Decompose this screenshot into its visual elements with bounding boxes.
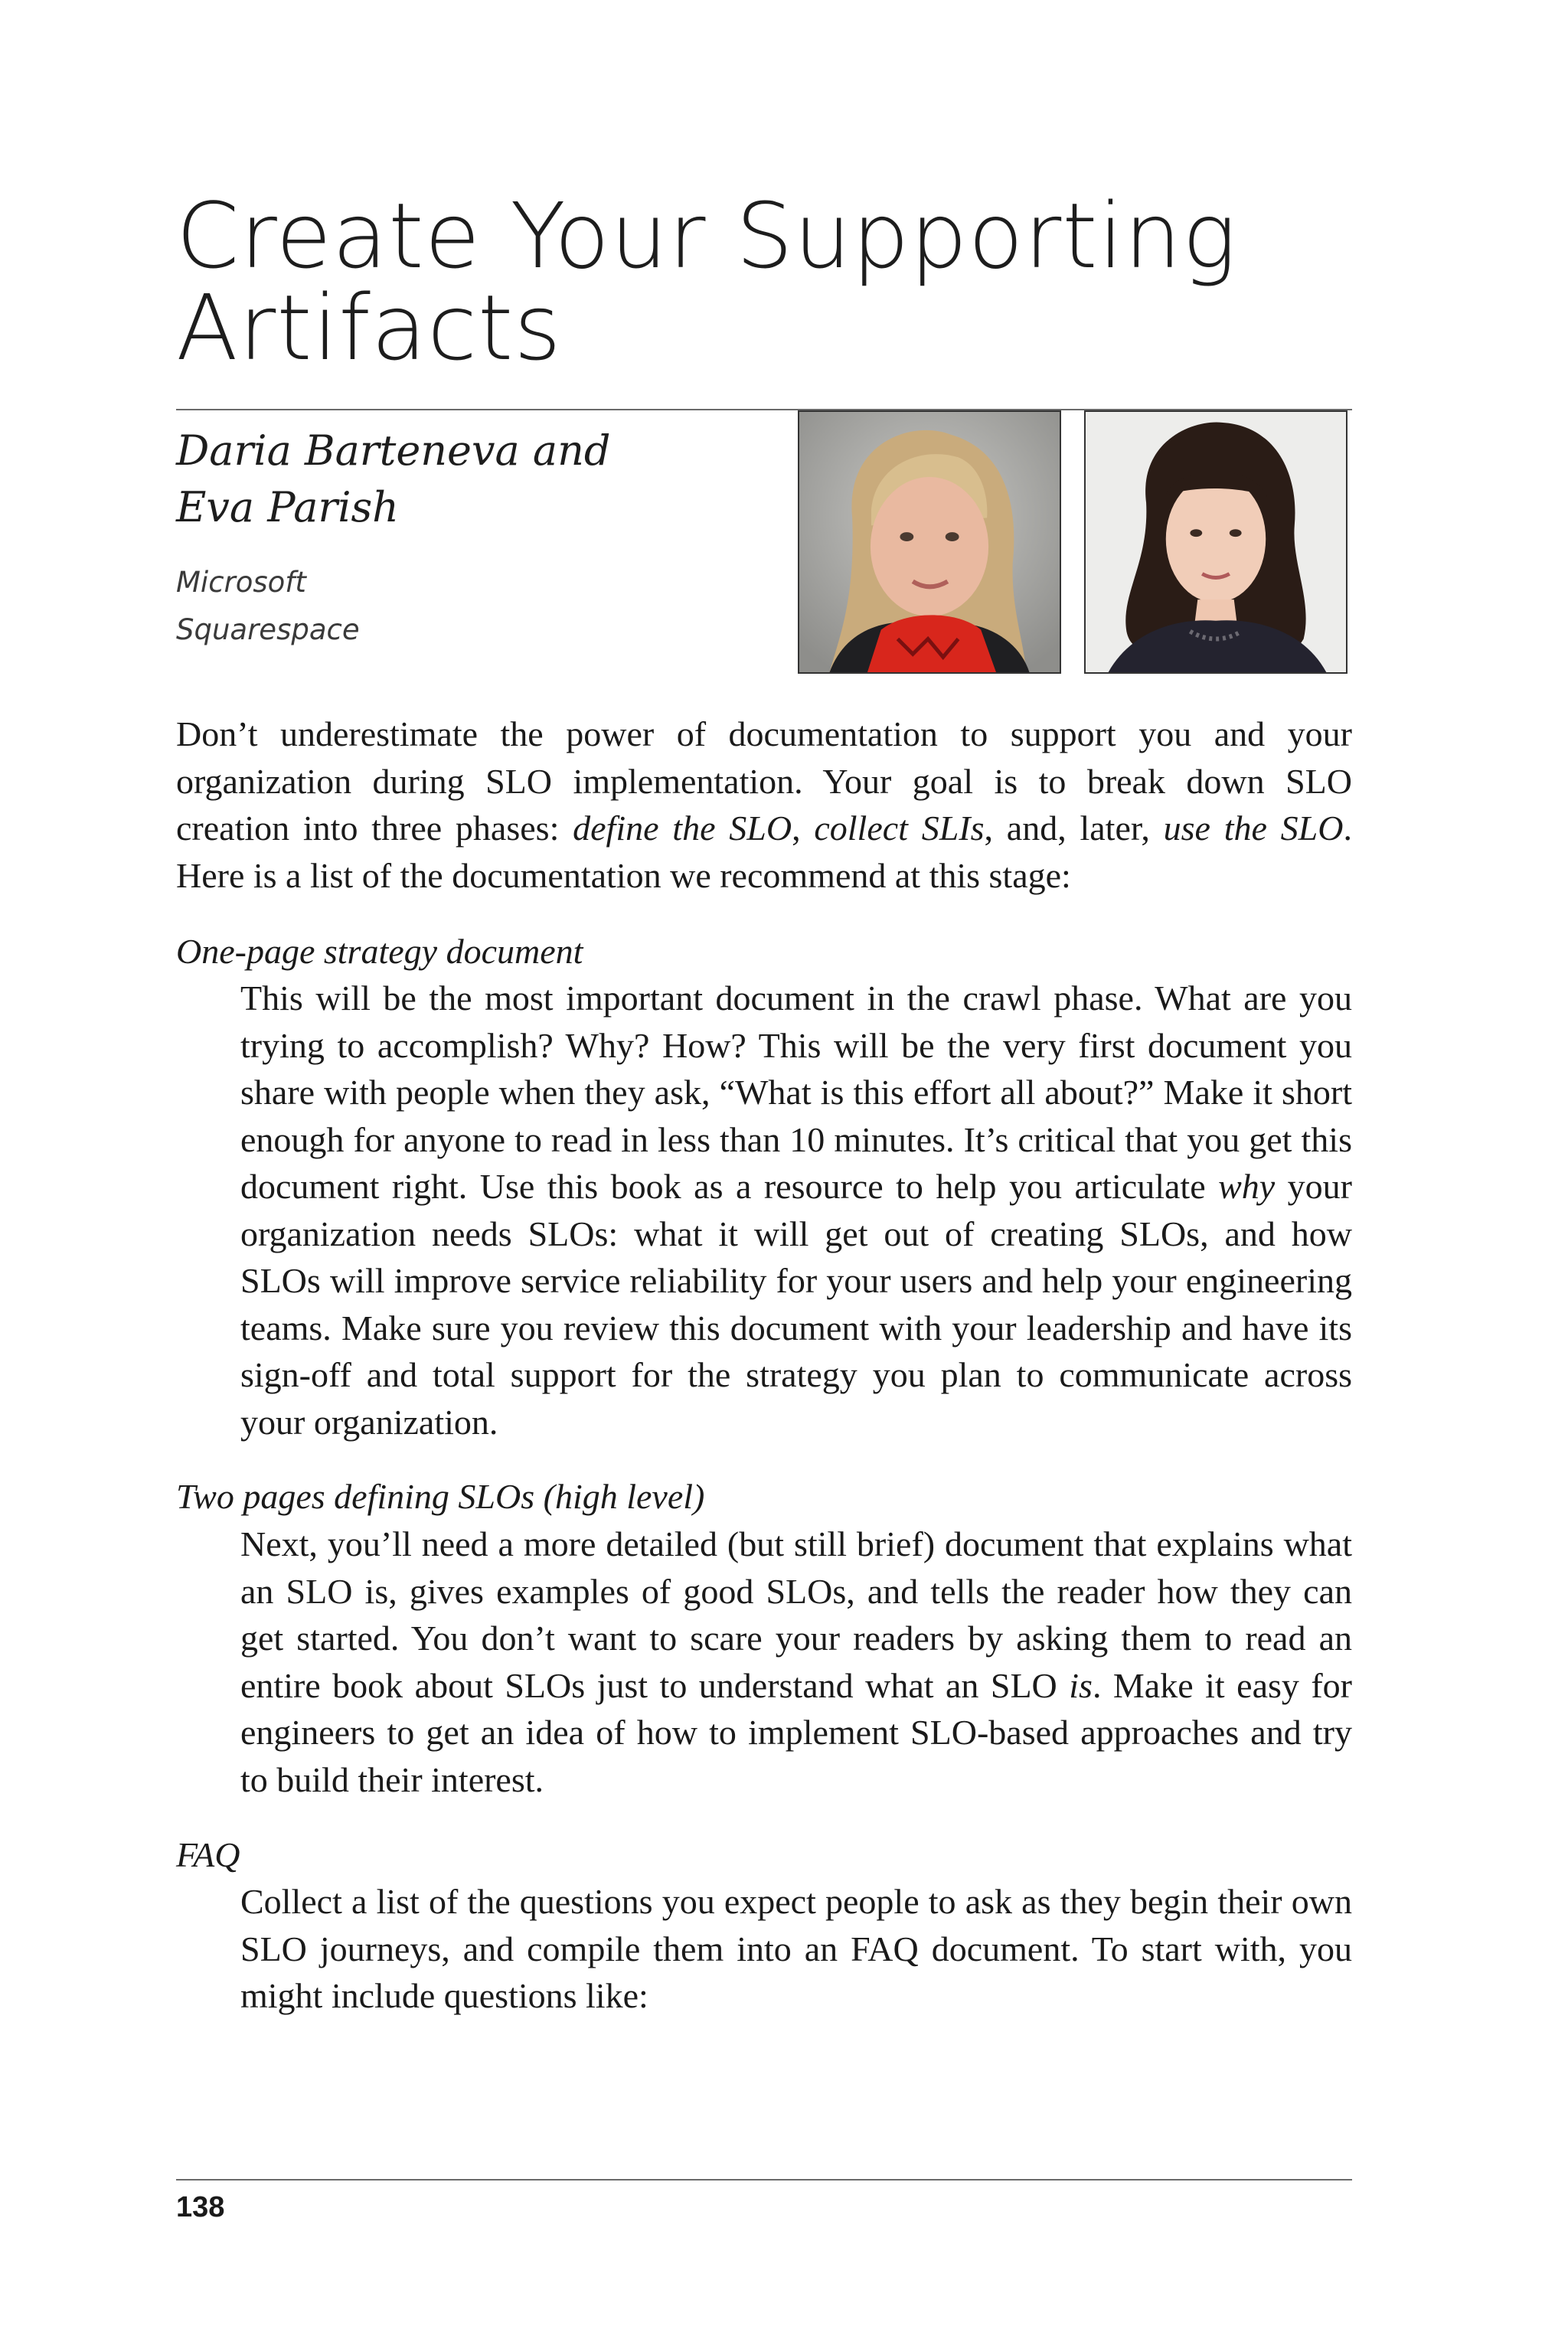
page-number: 138 <box>176 2191 225 2223</box>
definition-faq: Collect a list of the questions you expect people to ask as they begin their own SLO journeys, and compile them into an FAQ document. To start with, you might include questions like: <box>240 1882 1352 2015</box>
emphasis-why: why <box>1218 1167 1276 1206</box>
definition-text-2: your organization needs SLOs: what it will get out of creating SLOs, and how SLOs will improve service reliability for your users and help your engineering teams. Make sure you review this document with your leadership and have its sign-off and total support for the strategy you plan to communicate across your organization. <box>240 1167 1352 1442</box>
author-names <box>176 423 758 536</box>
intro-paragraph <box>176 710 1352 899</box>
term-faq: FAQ <box>176 1835 240 1874</box>
definition-strategy-document <box>240 975 1352 1446</box>
book-page <box>176 0 1352 2352</box>
term-strategy-document: One-page strategy document <box>176 932 583 971</box>
definition-text-2: . Make it easy for engineers to get an idea of how to implement SLO-based approaches and try to build their interest. <box>240 1665 1352 1799</box>
intro-text-1: Don’t underestimate the power of documentation to support you and your organization during SLO implementation. Your goal is to break down SLO creation into three phases: <box>176 714 1352 848</box>
phase-collect-slis: collect SLIs <box>814 808 985 848</box>
emphasis-is: is <box>1069 1665 1093 1705</box>
intro-text-4: . Here is a list of the documentation we recommend at this stage: <box>176 808 1352 895</box>
author-affiliations <box>176 559 758 654</box>
intro-text-3: , and, later, <box>984 808 1164 848</box>
intro-text-2: , <box>792 808 815 848</box>
phase-define-slo: define the SLO <box>573 808 792 848</box>
author-names-line-1: Daria Barteneva and <box>176 426 611 475</box>
definition-text-1: Next, you’ll need a more detailed (but still brief) document that explains what an SLO is, gives examples of good SLOs, and tells the reader how they can get started. You don’t want to scare your readers by asking them to read an entire book about SLOs just to understand what an SLO <box>240 1524 1352 1705</box>
chapter-title: Create Your Supporting Artifacts <box>176 183 1237 381</box>
affiliation-squarespace: Squarespace <box>176 613 360 646</box>
phase-use-slo: use the SLO <box>1163 808 1344 848</box>
definition-defining-slos <box>240 1521 1352 1803</box>
author-photo-daria-barteneva <box>798 410 1061 674</box>
affiliation-microsoft: Microsoft <box>176 566 306 599</box>
definition-text-1: This will be the most important document in the crawl phase. What are you trying to accomplish? Why? How? This will be the very first document you share with people when they ask, “What is this effort all about?” Make it short enough for anyone to read in less than 10 minutes. It’s critical that you get this document right. Use this book as a resource to help you articulate <box>240 978 1352 1206</box>
author-names-line-2: Eva Parish <box>176 483 399 531</box>
footer-divider <box>176 2179 1352 2180</box>
author-photo-eva-parish <box>1084 410 1348 674</box>
term-defining-slos: Two pages defining SLOs (high level) <box>176 1477 705 1516</box>
